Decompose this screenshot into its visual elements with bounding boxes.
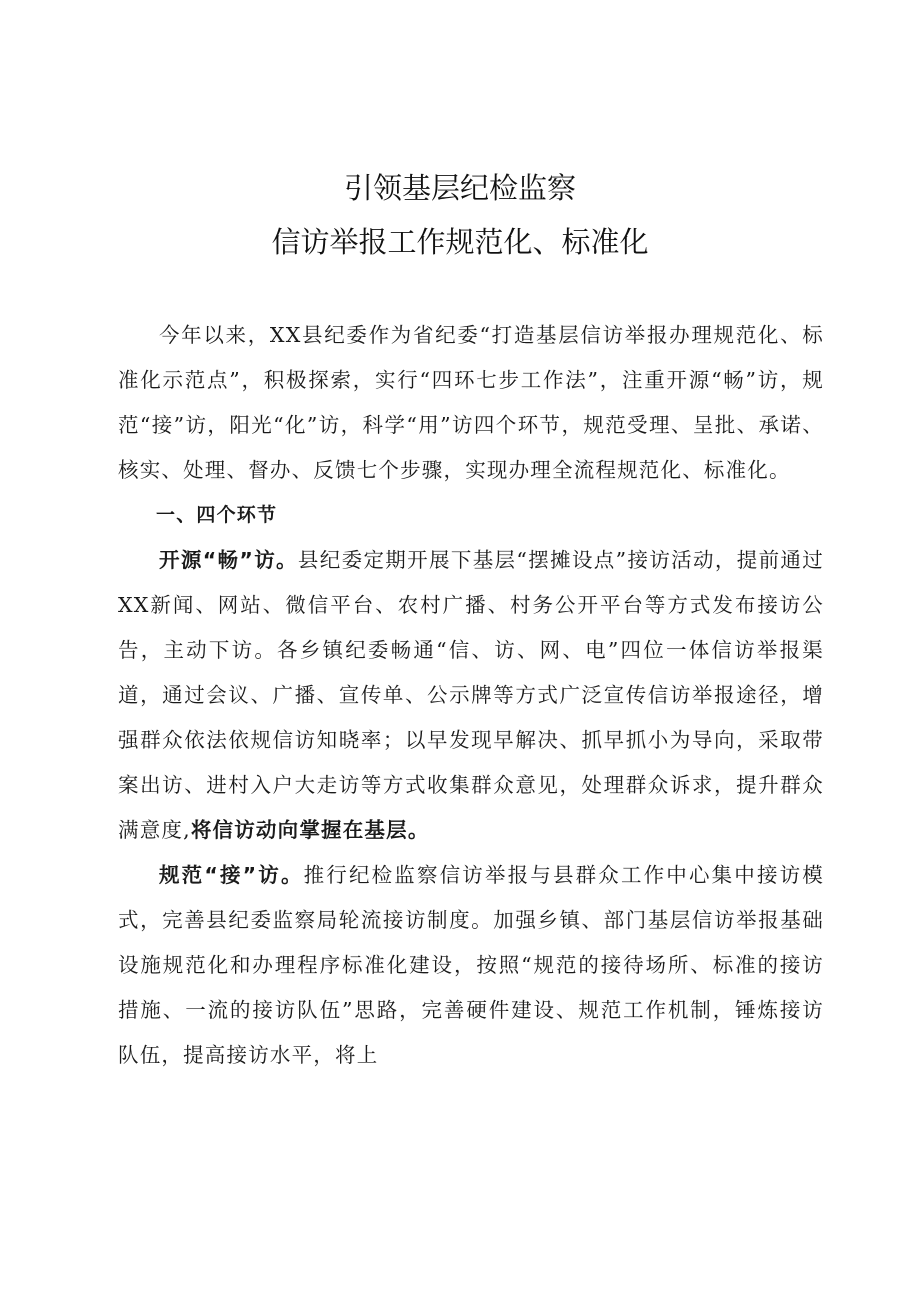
- section-heading-four-links: 一、四个环节: [156, 504, 278, 526]
- document-body: [118, 313, 824, 1078]
- paragraph-lead-standard-reception: 规范“接”访。: [159, 863, 304, 887]
- intro-paragraph: 今年以来，XX县纪委作为省纪委“打造基层信访举报办理规范化、标准化示范点”，积极探索，实行“四环七步工作法”，注重开源“畅”访，规范“接”访，阳光“化”访，科学“用”访四个环节，规范受理、呈批、承诺、核实、处理、督办、反馈七个步骤，实现办理全流程规范化、标准化。: [118, 323, 824, 482]
- paragraph-standard-reception: [118, 853, 824, 1078]
- document-title-line-1: 引领基层纪检监察: [343, 171, 576, 205]
- paragraph-tail-open-source: 将信访动向掌握在基层。: [190, 818, 430, 842]
- paragraph-open-source-visits: [118, 538, 824, 853]
- paragraph-lead-open-source: 开源“畅”访。: [159, 548, 298, 572]
- document-title-line-2: 信访举报工作规范化、标准化: [271, 225, 649, 259]
- paragraph-body-open-source: 县纪委定期开展下基层“摆摊设点”接访活动，提前通过XX新闻、网站、微信平台、农村广播、村务公开平台等方式发布接访公告，主动下访。各乡镇纪委畅通“信、访、网、电”四位一体信访举报渠道，通过会议、广播、宣传单、公示牌等方式广泛宣传信访举报途径，增强群众依法依规信访知晓率；以早发现早解决、抓早抓小为导向，采取带案出访、进村入户大走访等方式收集群众意见，处理群众诉求，提升群众满意度,: [118, 548, 824, 842]
- paragraph-body-standard-reception: 推行纪检监察信访举报与县群众工作中心集中接访模式，完善县纪委监察局轮流接访制度。加强乡镇、部门基层信访举报基础设施规范化和办理程序标准化建设，按照“规范的接待场所、标准的接访措施、一流的接访队伍”思路，完善硬件建设、规范工作机制，锤炼接访队伍，提高接访水平，将上: [118, 863, 824, 1067]
